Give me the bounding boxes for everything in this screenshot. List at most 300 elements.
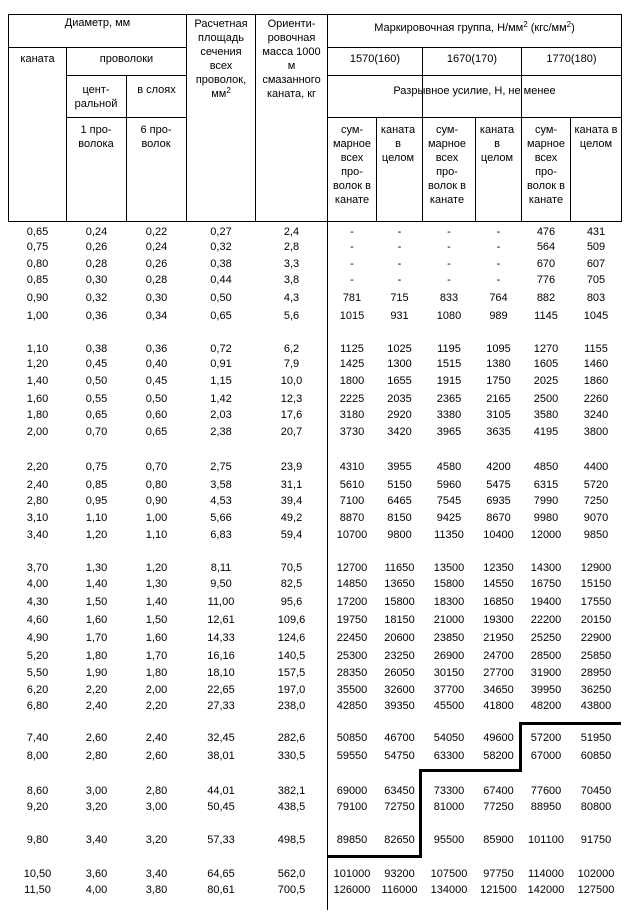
- col-divider-10: [570, 117, 571, 222]
- cell-layer-wires: 2,40: [145, 732, 168, 744]
- cell-g1770-rope: 9850: [583, 529, 609, 541]
- cell-g1570-rope: 1655: [387, 375, 412, 387]
- wires-header: проволоки: [99, 53, 154, 65]
- cell-rope-mass: 109,6: [277, 614, 306, 626]
- cell-g1670-rope: 8670: [486, 512, 511, 524]
- cell-rope-mass: 140,5: [277, 650, 306, 662]
- cell-section-area: 22,65: [207, 684, 235, 696]
- cell-layer-wires: 0,60: [145, 409, 168, 421]
- cell-rope-mass: 23,9: [280, 461, 303, 473]
- cell-g1670-sum: 4580: [436, 461, 462, 473]
- cell-g1670-sum: 15800: [433, 578, 465, 590]
- col-divider-6: [376, 117, 377, 222]
- cell-g1670-sum: 1515: [436, 358, 462, 370]
- cell-rope-mass: 49,2: [280, 512, 303, 524]
- cell-g1570-sum: 126000: [333, 884, 371, 896]
- cell-rope-diameter: 5,20: [26, 650, 49, 662]
- cell-central-wire: 1,20: [85, 529, 108, 541]
- cell-rope-mass: 3,3: [283, 258, 300, 270]
- cell-g1570-sum: 1015: [339, 310, 365, 322]
- cell-section-area: 8,11: [210, 562, 232, 574]
- cell-g1770-rope: 12900: [580, 562, 612, 574]
- cell-section-area: 0,72: [210, 343, 232, 355]
- cell-g1570-rope: 46700: [384, 732, 415, 744]
- col-divider-1: [66, 47, 67, 222]
- cell-layer-wires: 0,40: [145, 358, 168, 370]
- cell-g1570-sum: 59550: [336, 750, 368, 762]
- cell-g1570-sum: -: [350, 226, 354, 238]
- grade-boundary-line: [521, 722, 621, 725]
- cell-g1570-sum: 1425: [339, 358, 365, 370]
- cell-central-wire: 0,28: [85, 258, 108, 270]
- cell-g1670-rope: 764: [489, 292, 508, 304]
- cell-section-area: 0,32: [210, 241, 232, 253]
- cell-g1570-sum: 25300: [336, 650, 368, 662]
- cell-g1770-rope: 1460: [583, 358, 609, 370]
- cell-section-area: 5,66: [210, 512, 232, 524]
- cell-g1570-rope: 116000: [381, 884, 418, 896]
- cell-g1770-rope: 7250: [583, 495, 609, 507]
- whole-rope-header: каната в целом: [479, 124, 515, 164]
- cell-g1570-rope: 93200: [384, 868, 415, 880]
- cell-g1570-rope: 32600: [384, 684, 415, 696]
- cell-central-wire: 1,60: [85, 614, 108, 626]
- cell-layer-wires: 3,00: [145, 801, 168, 813]
- cell-g1670-rope: 34650: [483, 684, 514, 696]
- cell-g1570-rope: 1025: [387, 343, 412, 355]
- cell-g1670-rope: 3105: [486, 409, 511, 421]
- cell-rope-diameter: 3,10: [26, 512, 49, 524]
- cell-g1770-rope: 4400: [583, 461, 609, 473]
- cell-rope-diameter: 11,50: [24, 884, 51, 896]
- cell-rope-mass: 498,5: [277, 834, 306, 846]
- cell-rope-mass: 238,0: [277, 700, 306, 712]
- cell-g1570-rope: 63450: [384, 785, 415, 797]
- cell-g1770-sum: 28500: [530, 650, 562, 662]
- cell-layer-wires: 0,65: [145, 426, 168, 438]
- cell-g1770-sum: 142000: [527, 884, 565, 896]
- breaking-force-header: Разрывное усилие, Н, не менее: [393, 85, 556, 97]
- diameter-header: Диаметр, мм: [64, 17, 131, 29]
- col-divider-7: [422, 47, 423, 222]
- cell-g1570-sum: 5610: [339, 479, 365, 491]
- cell-g1570-rope: -: [397, 241, 402, 253]
- cell-rope-diameter: 1,40: [26, 375, 49, 387]
- cell-rope-mass: 59,4: [280, 529, 303, 541]
- grade-boundary-line: [519, 722, 522, 771]
- cell-g1570-rope: 82650: [384, 834, 415, 846]
- cell-g1570-rope: 931: [390, 310, 409, 322]
- cell-g1770-rope: 51950: [580, 732, 612, 744]
- cell-central-wire: 0,50: [85, 375, 108, 387]
- cell-section-area: 57,33: [207, 834, 235, 846]
- cell-g1670-sum: 9425: [436, 512, 462, 524]
- cell-layer-wires: 0,22: [145, 226, 168, 238]
- cell-g1570-sum: 3730: [339, 426, 365, 438]
- cell-g1570-sum: 10700: [336, 529, 368, 541]
- cell-rope-mass: 82,5: [280, 578, 303, 590]
- cell-g1670-sum: 3965: [436, 426, 462, 438]
- cell-rope-diameter: 9,20: [26, 801, 49, 813]
- cell-g1770-sum: 4195: [533, 426, 559, 438]
- cell-section-area: 2,03: [210, 409, 232, 421]
- cell-rope-mass: 6,2: [283, 343, 300, 355]
- cell-rope-mass: 438,5: [277, 801, 306, 813]
- grade-header-rule: [327, 47, 621, 48]
- cell-layer-wires: 1,70: [145, 650, 168, 662]
- cell-g1770-sum: 19400: [530, 596, 562, 608]
- group-1670-header: 1670(170): [446, 53, 498, 65]
- cell-section-area: 3,58: [210, 479, 232, 491]
- cell-g1570-rope: 72750: [384, 801, 415, 813]
- cell-section-area: 11,00: [207, 596, 235, 608]
- cell-g1770-rope: 25850: [580, 650, 612, 662]
- cell-rope-diameter: 5,50: [26, 667, 49, 679]
- cell-g1770-sum: 564: [536, 241, 556, 253]
- cell-rope-mass: 17,6: [280, 409, 303, 421]
- cell-central-wire: 0,45: [85, 358, 108, 370]
- cell-layer-wires: 0,28: [145, 274, 168, 286]
- cell-layer-wires: 0,36: [145, 343, 168, 355]
- cell-g1770-sum: 9980: [533, 512, 559, 524]
- left-border: [8, 14, 9, 222]
- cell-central-wire: 3,60: [85, 868, 108, 880]
- table-top-border: [8, 14, 621, 15]
- cell-rope-mass: 330,5: [277, 750, 306, 762]
- cell-central-wire: 1,50: [85, 596, 108, 608]
- cell-rope-mass: 382,1: [277, 785, 306, 797]
- cell-layer-wires: 1,80: [145, 667, 168, 679]
- cell-g1770-sum: 1145: [534, 310, 558, 322]
- cell-section-area: 0,50: [210, 292, 232, 304]
- cell-g1770-sum: 2025: [533, 375, 559, 387]
- cell-layer-wires: 0,90: [145, 495, 168, 507]
- cell-section-area: 0,27: [210, 226, 232, 238]
- cell-g1570-sum: 8870: [339, 512, 365, 524]
- rope-header: каната: [20, 53, 55, 65]
- cell-g1770-sum: 14300: [530, 562, 562, 574]
- cell-section-area: 6,83: [210, 529, 232, 541]
- cell-layer-wires: 2,60: [145, 750, 168, 762]
- mass-header: Ориенти-ровочная масса 1000 м смазанного каната, кг: [262, 18, 321, 100]
- cell-layer-wires: 0,34: [145, 310, 168, 322]
- cell-layer-wires: 0,80: [145, 479, 168, 491]
- cell-g1570-sum: 89850: [336, 834, 368, 846]
- cell-g1570-rope: 8150: [387, 512, 412, 524]
- cell-g1570-sum: 35500: [336, 684, 368, 696]
- group-1570-header: 1570(160): [349, 53, 401, 65]
- cell-g1770-sum: 101100: [528, 834, 564, 846]
- cell-rope-mass: 2,4: [283, 226, 300, 238]
- cell-rope-diameter: 8,00: [26, 750, 49, 762]
- cell-g1570-sum: 101000: [333, 868, 371, 880]
- cell-layer-wires: 3,40: [145, 868, 168, 880]
- cell-g1570-rope: 6465: [387, 495, 412, 507]
- cell-central-wire: 0,24: [85, 226, 108, 238]
- cell-rope-diameter: 4,00: [26, 578, 49, 590]
- cell-section-area: 27,33: [207, 700, 235, 712]
- cell-g1670-rope: 1095: [486, 343, 511, 355]
- cell-g1570-rope: 3420: [387, 426, 412, 438]
- cell-rope-diameter: 0,85: [26, 274, 49, 286]
- cell-g1770-rope: 15150: [580, 578, 612, 590]
- cell-g1670-rope: 5475: [486, 479, 511, 491]
- cell-rope-diameter: 4,60: [26, 614, 49, 626]
- cell-rope-mass: 562,0: [277, 868, 306, 880]
- cell-section-area: 0,38: [210, 258, 232, 270]
- cell-central-wire: 0,38: [85, 343, 108, 355]
- cell-section-area: 4,53: [210, 495, 232, 507]
- cell-layer-wires: 1,20: [145, 562, 168, 574]
- cell-g1670-rope: 2165: [486, 393, 511, 405]
- cell-g1770-sum: 48200: [530, 700, 562, 712]
- cell-layer-wires: 1,00: [145, 512, 168, 524]
- cell-g1770-sum: 7990: [533, 495, 559, 507]
- cell-g1670-sum: 1915: [436, 375, 462, 387]
- cell-central-wire: 1,30: [85, 562, 108, 574]
- cell-section-area: 14,33: [207, 632, 235, 644]
- cell-g1570-sum: 22450: [336, 632, 368, 644]
- cell-g1570-sum: 42850: [336, 700, 368, 712]
- cell-g1570-sum: 1800: [339, 375, 365, 387]
- cell-central-wire: 0,32: [85, 292, 108, 304]
- cell-g1670-sum: 134000: [430, 884, 468, 896]
- cell-g1770-rope: 70450: [580, 785, 612, 797]
- cell-g1570-sum: 69000: [336, 785, 368, 797]
- cell-central-wire: 1,70: [85, 632, 108, 644]
- cell-rope-diameter: 4,30: [26, 596, 49, 608]
- cell-rope-diameter: 1,80: [26, 409, 49, 421]
- layers-header: в слоях: [137, 84, 176, 96]
- cell-rope-mass: 70,5: [280, 562, 303, 574]
- cell-rope-diameter: 1,20: [26, 358, 49, 370]
- cell-g1670-sum: -: [447, 226, 451, 238]
- cell-g1570-rope: 26050: [384, 667, 415, 679]
- cell-g1770-sum: 88950: [530, 801, 562, 813]
- cell-rope-diameter: 2,20: [26, 461, 49, 473]
- cell-section-area: 18,10: [207, 667, 235, 679]
- cell-g1670-sum: -: [447, 258, 451, 270]
- cell-g1770-rope: 36250: [580, 684, 612, 696]
- area-header: Расчетная площадь сечения всех проволок, $мм^2$: [194, 18, 248, 100]
- cell-g1670-sum: 95500: [433, 834, 465, 846]
- cell-g1670-rope: 58200: [483, 750, 514, 762]
- cell-g1570-sum: 17200: [336, 596, 368, 608]
- cell-g1770-rope: 1860: [583, 375, 609, 387]
- cell-g1670-rope: 1750: [486, 375, 511, 387]
- cell-central-wire: 0,55: [85, 393, 108, 405]
- cell-layer-wires: 3,20: [145, 834, 168, 846]
- cell-rope-diameter: 6,20: [26, 684, 49, 696]
- cell-section-area: 0,91: [210, 358, 232, 370]
- cell-g1570-sum: 19750: [336, 614, 368, 626]
- cell-g1670-rope: 41800: [483, 700, 514, 712]
- cell-g1670-rope: 49600: [483, 732, 514, 744]
- cell-rope-diameter: 0,90: [26, 292, 49, 304]
- sum-wires-header: сум-марное всех про-волок в канате: [526, 124, 566, 206]
- cell-rope-diameter: 7,40: [26, 732, 49, 744]
- cell-g1770-sum: 2500: [533, 393, 559, 405]
- cell-rope-mass: 20,7: [280, 426, 303, 438]
- cell-central-wire: 3,20: [85, 801, 108, 813]
- cell-g1570-rope: 13650: [384, 578, 415, 590]
- cell-g1570-rope: 5150: [387, 479, 412, 491]
- cell-rope-diameter: 9,80: [26, 834, 49, 846]
- cell-g1570-rope: 15800: [384, 596, 415, 608]
- cell-central-wire: 2,20: [85, 684, 108, 696]
- cell-section-area: 1,42: [210, 393, 232, 405]
- cell-g1770-sum: 1605: [533, 358, 559, 370]
- cell-section-area: 50,45: [207, 801, 235, 813]
- cell-g1570-rope: -: [397, 258, 402, 270]
- cell-g1670-rope: 16850: [483, 596, 514, 608]
- cell-g1570-sum: -: [350, 241, 354, 253]
- cell-g1570-rope: 3955: [387, 461, 412, 473]
- cell-rope-mass: 31,1: [280, 479, 303, 491]
- cell-layer-wires: 1,30: [145, 578, 168, 590]
- whole-rope-header: каната в целом: [380, 124, 416, 164]
- right-border: [621, 14, 622, 222]
- cell-g1770-rope: 80800: [580, 801, 612, 813]
- cell-g1770-sum: 39950: [530, 684, 562, 696]
- cell-layer-wires: 3,80: [145, 884, 168, 896]
- cell-g1670-rope: 12350: [483, 562, 514, 574]
- cell-g1570-sum: -: [350, 274, 354, 286]
- cell-g1570-rope: 54750: [384, 750, 415, 762]
- cell-central-wire: 0,65: [85, 409, 108, 421]
- cell-section-area: 44,01: [207, 785, 235, 797]
- col-divider-3: [186, 14, 187, 222]
- cell-rope-diameter: 8,60: [26, 785, 49, 797]
- cell-layer-wires: 1,60: [145, 632, 168, 644]
- cell-layer-wires: 1,10: [145, 529, 168, 541]
- cell-g1770-sum: 1270: [533, 343, 559, 355]
- cell-g1770-sum: 57200: [530, 732, 562, 744]
- cell-g1770-rope: 803: [586, 292, 606, 304]
- cell-g1670-sum: 3380: [436, 409, 462, 421]
- cell-g1670-rope: -: [496, 274, 501, 286]
- cell-g1670-sum: 23850: [433, 632, 465, 644]
- cell-central-wire: 0,75: [85, 461, 108, 473]
- cell-g1770-sum: 3580: [533, 409, 559, 421]
- cell-g1570-rope: -: [397, 274, 402, 286]
- force-header-rule: [327, 117, 621, 118]
- sum-wires-header: сум-марное всех про-волок в канате: [427, 124, 467, 206]
- cell-g1570-rope: 2035: [387, 393, 412, 405]
- cell-rope-diameter: 2,00: [26, 426, 49, 438]
- cell-central-wire: 3,00: [85, 785, 108, 797]
- cell-g1770-sum: 31900: [530, 667, 562, 679]
- grade-boundary-line: [327, 855, 422, 858]
- cell-g1770-rope: 9070: [583, 512, 609, 524]
- cell-g1570-sum: -: [350, 258, 354, 270]
- cell-section-area: 16,16: [207, 650, 235, 662]
- cell-rope-mass: 197,0: [277, 684, 306, 696]
- cell-g1670-rope: 19300: [483, 614, 514, 626]
- cell-g1670-sum: 63300: [433, 750, 465, 762]
- cell-g1570-sum: 1125: [340, 343, 364, 355]
- cell-rope-diameter: 4,90: [26, 632, 49, 644]
- cell-g1670-sum: 1080: [436, 310, 462, 322]
- cell-g1670-sum: 45500: [433, 700, 465, 712]
- cell-central-wire: 1,40: [85, 578, 108, 590]
- cell-rope-mass: 95,6: [280, 596, 303, 608]
- cell-rope-diameter: 0,75: [26, 241, 49, 253]
- cell-g1670-sum: 833: [439, 292, 459, 304]
- cell-central-wire: 2,80: [85, 750, 108, 762]
- cell-g1770-rope: 22900: [580, 632, 612, 644]
- cell-g1570-sum: 3180: [339, 409, 365, 421]
- cell-g1670-sum: 21000: [433, 614, 465, 626]
- cell-g1570-sum: 14850: [336, 578, 368, 590]
- cell-central-wire: 1,90: [85, 667, 108, 679]
- cell-g1670-sum: 7545: [436, 495, 462, 507]
- cell-g1670-rope: -: [496, 241, 501, 253]
- cell-rope-diameter: 0,65: [26, 226, 49, 238]
- cell-rope-mass: 5,6: [283, 310, 300, 322]
- cell-g1570-sum: 79100: [336, 801, 368, 813]
- cell-rope-diameter: 1,10: [26, 343, 49, 355]
- cell-g1670-sum: 2365: [436, 393, 462, 405]
- cell-central-wire: 0,30: [85, 274, 108, 286]
- cell-layer-wires: 0,26: [145, 258, 168, 270]
- cell-g1770-sum: 882: [536, 292, 556, 304]
- cell-g1770-sum: 12000: [530, 529, 562, 541]
- cell-layer-wires: 0,45: [145, 375, 168, 387]
- cell-g1770-rope: 28950: [580, 667, 612, 679]
- cell-g1770-rope: 431: [586, 226, 606, 238]
- cell-section-area: 32,45: [207, 732, 235, 744]
- cell-g1670-rope: 67400: [483, 785, 514, 797]
- cell-section-area: 2,75: [210, 461, 232, 473]
- cell-section-area: 64,65: [207, 868, 235, 880]
- cell-section-area: 0,44: [210, 274, 232, 286]
- cell-g1670-rope: 1380: [486, 358, 511, 370]
- cell-layer-wires: 2,20: [145, 700, 168, 712]
- cell-rope-diameter: 3,40: [26, 529, 49, 541]
- cell-g1670-rope: 6935: [486, 495, 511, 507]
- cell-g1570-sum: 7100: [339, 495, 365, 507]
- cell-g1670-rope: 3635: [486, 426, 511, 438]
- cell-layer-wires: 0,24: [145, 241, 168, 253]
- cell-g1670-sum: 13500: [433, 562, 465, 574]
- cell-g1770-rope: 5720: [583, 479, 609, 491]
- cell-central-wire: 0,85: [85, 479, 108, 491]
- col-divider-8: [475, 117, 476, 222]
- cell-g1770-rope: 102000: [577, 868, 615, 880]
- cell-g1670-sum: 73300: [433, 785, 465, 797]
- cell-g1570-sum: 4310: [339, 461, 365, 473]
- cell-g1670-rope: 14550: [483, 578, 514, 590]
- cell-g1670-rope: 77250: [483, 801, 514, 813]
- cell-g1670-rope: 989: [489, 310, 508, 322]
- grade-boundary-line: [421, 769, 522, 772]
- cell-layer-wires: 0,50: [145, 393, 168, 405]
- cell-section-area: 2,38: [210, 426, 232, 438]
- cell-g1670-sum: 54050: [433, 732, 465, 744]
- cell-g1770-rope: 2260: [583, 393, 609, 405]
- cell-g1670-sum: 18300: [433, 596, 465, 608]
- col-divider-9: [521, 47, 522, 222]
- cell-layer-wires: 0,70: [145, 461, 168, 473]
- cell-rope-mass: 3,8: [283, 274, 300, 286]
- cell-g1770-sum: 114000: [528, 868, 564, 880]
- cell-g1670-sum: 107500: [430, 868, 468, 880]
- cell-section-area: 9,50: [210, 578, 232, 590]
- cell-g1670-sum: 1195: [437, 343, 461, 355]
- cell-g1670-rope: 97750: [483, 868, 514, 880]
- cell-g1770-rope: 1155: [584, 343, 608, 355]
